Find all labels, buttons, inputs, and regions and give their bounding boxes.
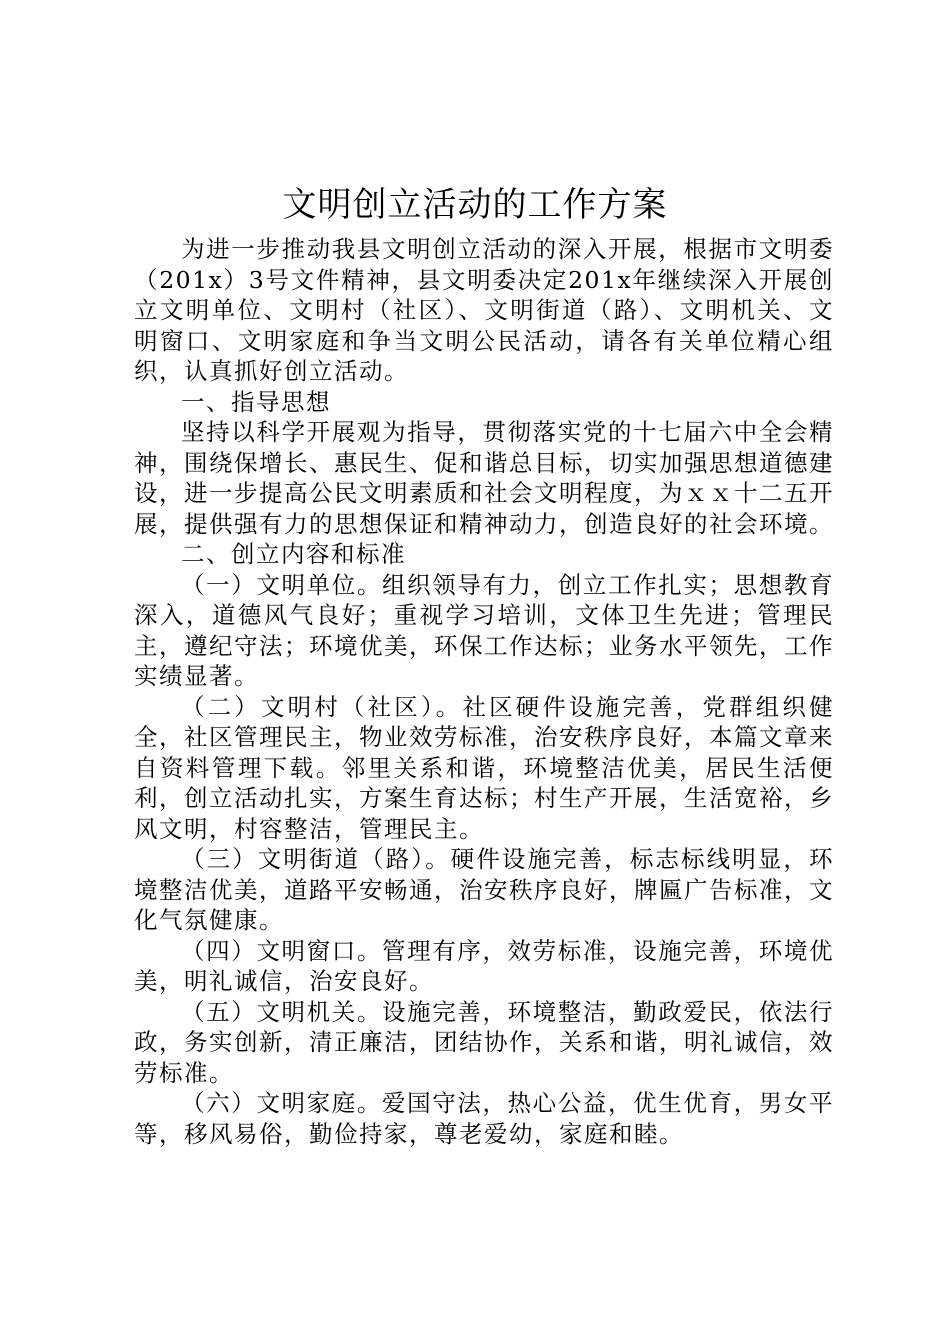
item-civilized-street: （三）文明街道（路）。硬件设施完善，标志标线明显，环境整洁优美，道路平安畅通，治安秩序良好，牌匾广告标准，文化气氛健康。 <box>134 845 834 934</box>
item-civilized-village: （二）文明村（社区）。社区硬件设施完善，党群组织健全，社区管理民主，物业效劳标准，治安秩序良好，本篇文章来自资料管理下载。邻里关系和谐，环境整洁优美，居民生活便利，创立活动扎实，方案生育达标；村生产开展，生活宽裕，乡风文明，村容整洁，管理民主。 <box>134 692 834 843</box>
item-civilized-agency: （五）文明机关。设施完善，环境整洁，勤政爱民，依法行政，务实创新，清正廉洁，团结协作，关系和谐，明礼诚信，效劳标准。 <box>134 997 834 1087</box>
section-heading-guiding-ideology: 一、指导思想 <box>181 387 331 416</box>
document-title: 文明创立活动的工作方案 <box>282 185 668 225</box>
section-heading-content-and-standards: 二、创立内容和标准 <box>181 540 406 568</box>
item-civilized-unit: （一）文明单位。组织领导有力，创立工作扎实；思想教育深入，道德风气良好；重视学习培训，文体卫生先进；管理民主，遵纪守法；环境优美，环保工作达标；业务水平领先，工作实绩显著。 <box>134 570 834 690</box>
document-body <box>134 234 834 1149</box>
intro-paragraph: 为进一步推动我县文明创立活动的深入开展，根据市文明委（201x）3号文件精神，县文明委决定201x年继续深入开展创立文明单位、文明村（社区）、文明街道（路）、文明机关、文明窗口、文明家庭和争当文明公民活动，请各有关单位精心组织，认真抓好创立活动。 <box>134 235 834 385</box>
item-civilized-family: （六）文明家庭。爱国守法，热心公益，优生优育，男女平等，移风易俗，勤俭持家，尊老爱幼，家庭和睦。 <box>134 1089 834 1148</box>
item-civilized-window: （四）文明窗口。管理有序，效劳标准，设施完善，环境优美，明礼诚信，治安良好。 <box>134 936 834 995</box>
guiding-ideology-paragraph: 坚持以科学开展观为指导，贯彻落实党的十七届六中全会精神，围绕保增长、惠民生、促和谐总目标，切实加强思想道德建设，进一步提高公民文明素质和社会文明程度，为ｘｘ十二五开展，提供强有力的思想保证和精神动力，创造良好的社会环境。 <box>134 418 834 538</box>
